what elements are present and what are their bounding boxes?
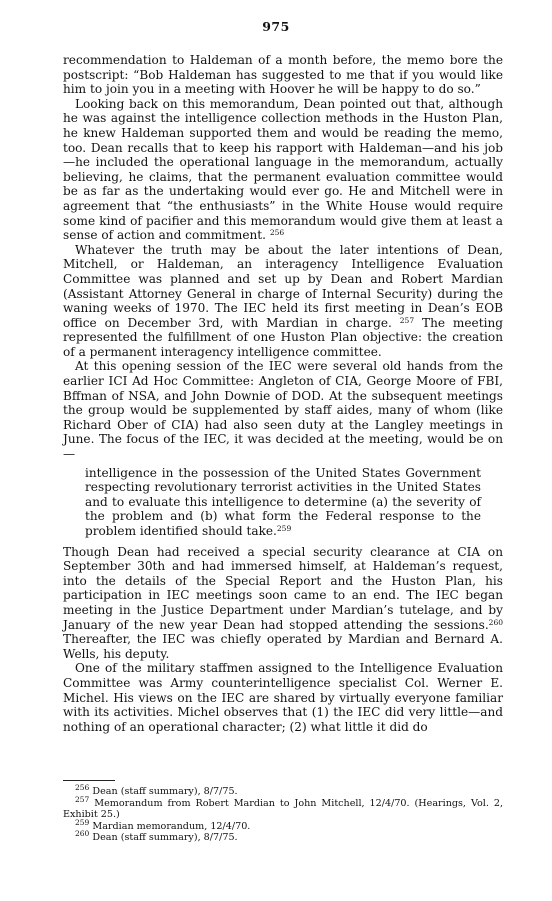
page-number: 975 — [262, 19, 290, 34]
footnote-text: Memorandum from Robert Mardian to John Mitchell, 12/4/70. (Hearings, Vol. 2, Exhibit 25.) — [63, 797, 503, 821]
paragraph-6-text: One of the military staffmen assigned to the Intelligence Evaluation Committee was Army counterintelligence specialist Col. Werner E. Michel. His views on the IEC are shared by virtually everyone familiar with its activities. Michel observes that (1) the IEC did very little—and nothing of an operational character; (2) what little it did do — [63, 661, 503, 734]
paragraph-5-text: Though Dean had received a special security clearance at CIA on September 30th and had immersed himself, at Haldeman’s request, into the details of the Special Report and the Huston Plan, his participation in IEC meetings soon came to an end. The IEC began meeting in the Justice Department under Mardian’s tutelage, and by January of the new year Dean had stopped attending the sessions. — [63, 544, 503, 632]
footnote-text: Dean (staff summary), 8/7/75. — [92, 832, 238, 844]
footnote-ref-259: 259 — [276, 524, 292, 533]
footnote-ref-257: 257 — [399, 315, 415, 325]
footnote-number: 259 — [75, 817, 90, 827]
footnote-260 — [63, 829, 503, 844]
footnote-259 — [63, 817, 503, 833]
footnote-text: Mardian memorandum, 12/4/70. — [92, 820, 251, 832]
paragraph-3 — [63, 243, 503, 360]
body-text — [63, 53, 503, 734]
footnote-ref-256: 256 — [269, 228, 285, 238]
paragraph-5-text-after: Thereafter, the IEC was chiefly operated by Mardian and Bernard A. Wells, his deputy. — [63, 632, 503, 661]
footnotes — [63, 783, 503, 844]
paragraph-2 — [63, 97, 503, 243]
paragraph-3-text: Whatever the truth may be about the later intentions of Dean, Mitchell, or Haldeman, an interagency Intelligence Evaluation Committee was planned and set up by Dean and Robert Mardian (Assistant Attorney General in charge of Internal Security) during the waning weeks of 1970. The IEC held its first meeting in Dean’s EOB office on December 3rd, with Mardian in charge. — [63, 242, 503, 330]
footnote-256 — [63, 783, 503, 798]
footnote-257 — [63, 794, 503, 821]
footnote-ref-260: 260 — [488, 617, 503, 627]
block-quote — [85, 466, 481, 539]
paragraph-4 — [63, 359, 503, 461]
footnote-number: 260 — [75, 829, 90, 839]
paragraph-1 — [63, 53, 503, 97]
footnote-divider — [63, 780, 115, 781]
footnote-text: Dean (staff summary), 8/7/75. — [92, 786, 238, 797]
paragraph-1-text: recommendation to Haldeman of a month before, the memo bore the postscript: “Bob Haldeman has suggested to me that if you would like him to join you in a meeting with Hoover he will be happy to do so.” — [63, 53, 503, 97]
footnote-number: 257 — [75, 794, 90, 804]
paragraph-6 — [63, 661, 503, 734]
paragraph-5 — [63, 545, 503, 662]
paragraph-2-text: Looking back on this memorandum, Dean pointed out that, although he was against the intelligence collection methods in the Huston Plan, he knew Haldeman supported them and would be reading the memo, too. Dean recalls that to keep his rapport with Haldeman—and his job—he included the operational language in the memorandum, actually believing, he claims, that the permanent evaluation committee would be as far as the undertaking would ever go. He and Mitchell were in agreement that “the enthusiasts” in the White House would require some kind of pacifier and this memorandum would give them at least a sense of action and commitment. — [63, 96, 503, 243]
paragraph-3-text-after: The meeting represented the fulfillment of one Huston Plan objective: the creation of a permanent interagency intelligence committee. — [63, 315, 503, 359]
block-quote-text: intelligence in the possession of the United States Government respecting revolutionary terrorist activities in the United States and to evaluate this intelligence to determine (a) the severity of the problem and (b) what form the Federal response to the problem identified should take. — [85, 465, 481, 538]
paragraph-4-text: At this opening session of the IEC were several old hands from the earlier ICI Ad Hoc Committee: Angleton of CIA, George Moore of FBI, Bffman of NSA, and John Downie of DOD. At the subsequent meetings the group would be supplemented by staff aides, many of whom (like Richard Ober of CIA) had also seen duty at the Langley meetings in June. The focus of the IEC, it was decided at the meeting, would be on— — [63, 359, 503, 462]
footnote-number: 256 — [75, 783, 90, 792]
